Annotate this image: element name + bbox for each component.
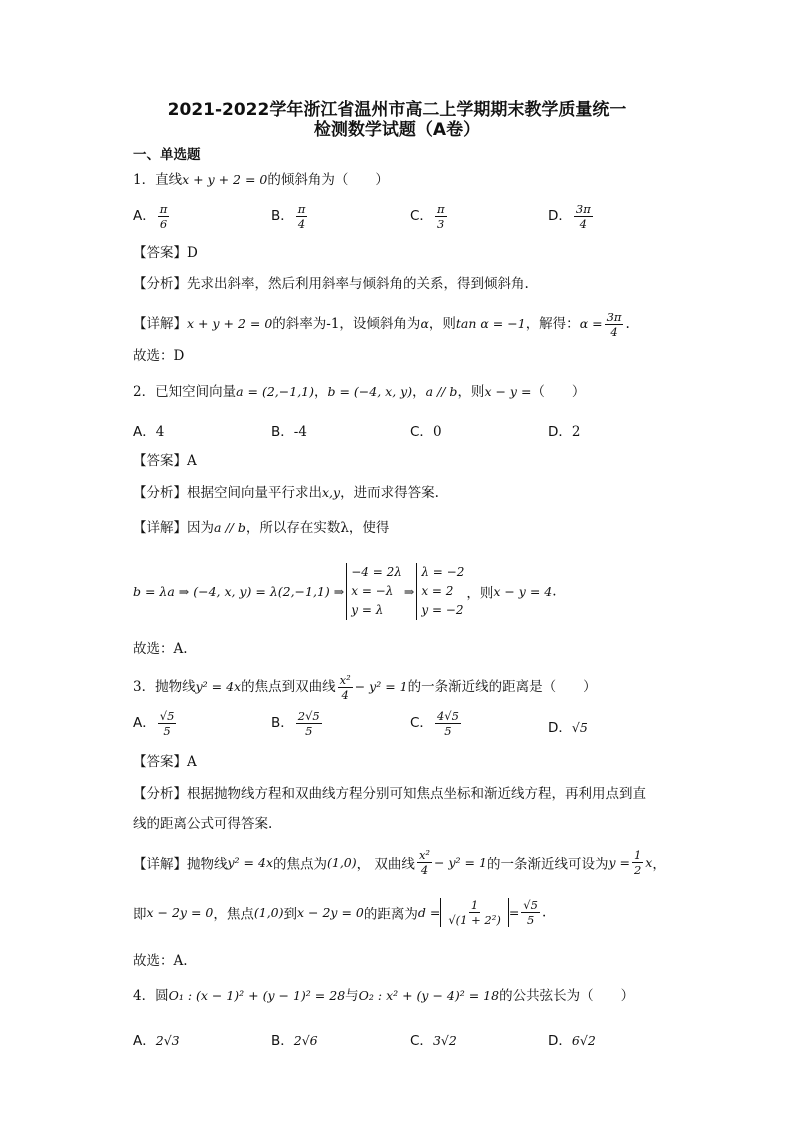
q2-option-b[interactable]: B．-4 — [271, 424, 307, 440]
q3-analysis-line-1: 【分析】根据抛物线方程和双曲线方程分别可知焦点坐标和渐近线方程，再利用点到直 — [133, 786, 646, 802]
q3-detail-line-2: 即x − 2y = 0，焦点(1,0)到x − 2y = 0的距离为d = $\frac{1}{\text{√(1 + 2²)}}$ = $\frac{√5}{5}$ . — [133, 898, 547, 927]
q4-option-a[interactable]: A．2√3 — [133, 1033, 180, 1049]
vector-b: b = (−4, x, y) — [327, 384, 413, 399]
section-heading: 一、单选题 — [133, 147, 201, 163]
q3-analysis-line-2: 线的距离公式可得答案. — [133, 816, 273, 832]
q4-option-d[interactable]: D．6√2 — [548, 1033, 596, 1049]
system-2: λ = −2 x = 2 y = −2 — [416, 563, 464, 620]
q1-detail: 【详解】x + y + 2 = 0的斜率为-1，设倾斜角为α，则tan α = −1，解得：α = $\frac{3\pi}{4}$ . — [133, 310, 630, 339]
system-1: −4 = 2λ x = −λ y = λ — [346, 563, 402, 620]
q2-detail: 【详解】因为a // b，所以存在实数λ，使得 — [133, 520, 390, 536]
q3-option-a[interactable]: A． $\frac{√5}{5}$ — [133, 709, 175, 738]
q3-answer: 【答案】A — [133, 754, 197, 770]
q1-suffix: 的倾斜角为（ ） — [267, 172, 389, 188]
q4-stem: 4．圆O₁ : (x − 1)² + (y − 1)² = 28与O₂ : x² + (y − 4)² = 18的公共弦长为（ ） — [133, 988, 635, 1004]
q3-detail-line-1: 【详解】抛物线y² = 4x的焦点为(1,0)， 双曲线 $\frac{\text{x²}}{4}$ − y² = 1的一条渐近线可设为y = $\frac{1}{2}$ x， — [133, 848, 666, 877]
title-line-2: 检测数学试题（A卷） — [313, 120, 481, 140]
q2-option-c[interactable]: C．0 — [410, 424, 442, 440]
q1-line-equation: x + y + 2 = 0 — [182, 172, 268, 187]
q2-answer: 【答案】A — [133, 453, 197, 469]
q3-stem: 3．抛物线y² = 4x的焦点到双曲线 $\frac{\text{x²}}{4}$ − y² = 1的一条渐近线的距离是（ ） — [133, 673, 597, 702]
q2-stem: 2．已知空间向量a = (2,−1,1)，b = (−4, x, y)，a // b，则x − y =（ ） — [133, 384, 586, 400]
q3-option-d[interactable]: D．√5 — [548, 720, 588, 736]
q1-option-d[interactable]: D． $\frac{3\pi}{4}$ — [548, 202, 591, 231]
q1-choose: 故选：D — [133, 348, 185, 364]
q2-analysis: 【分析】根据空间向量平行求出x,y，进而求得答案. — [133, 485, 439, 501]
q1-analysis: 【分析】先求出斜率，然后利用斜率与倾斜角的关系，得到倾斜角. — [133, 276, 529, 292]
q1-number: 1．直线 — [133, 172, 183, 188]
q1-stem — [133, 170, 389, 190]
q1-answer: 【答案】D — [133, 245, 198, 261]
q2-option-d[interactable]: D．2 — [548, 424, 581, 440]
q1-option-a[interactable]: A． $\frac{\pi}{6}$ — [133, 202, 168, 231]
q4-option-b[interactable]: B．2√6 — [271, 1033, 318, 1049]
q2-option-a[interactable]: A．4 — [133, 424, 165, 440]
q3-option-c[interactable]: C． $\frac{4√5}{5}$ — [410, 709, 459, 738]
q3-choose: 故选：A. — [133, 953, 188, 969]
title-line-1: 2021-2022学年浙江省温州市高二上学期期末教学质量统一 — [167, 100, 627, 120]
q2-choose: 故选：A. — [133, 641, 188, 657]
vector-a: a = (2,−1,1) — [236, 384, 314, 399]
q3-option-b[interactable]: B． $\frac{2√5}{5}$ — [271, 709, 320, 738]
q1-option-b[interactable]: B． $\frac{\pi}{4}$ — [271, 202, 306, 231]
q1-option-c[interactable]: C． $\frac{\pi}{3}$ — [410, 202, 445, 231]
q4-option-c[interactable]: C．3√2 — [410, 1033, 457, 1049]
q2-derivation: b = λa ⇒ (−4, x, y) = λ(2,−1,1) ⇒ −4 = 2λ x = −λ y = λ ⇒ λ = −2 x = 2 y = −2 ，则x − y = 4. — [133, 563, 557, 620]
